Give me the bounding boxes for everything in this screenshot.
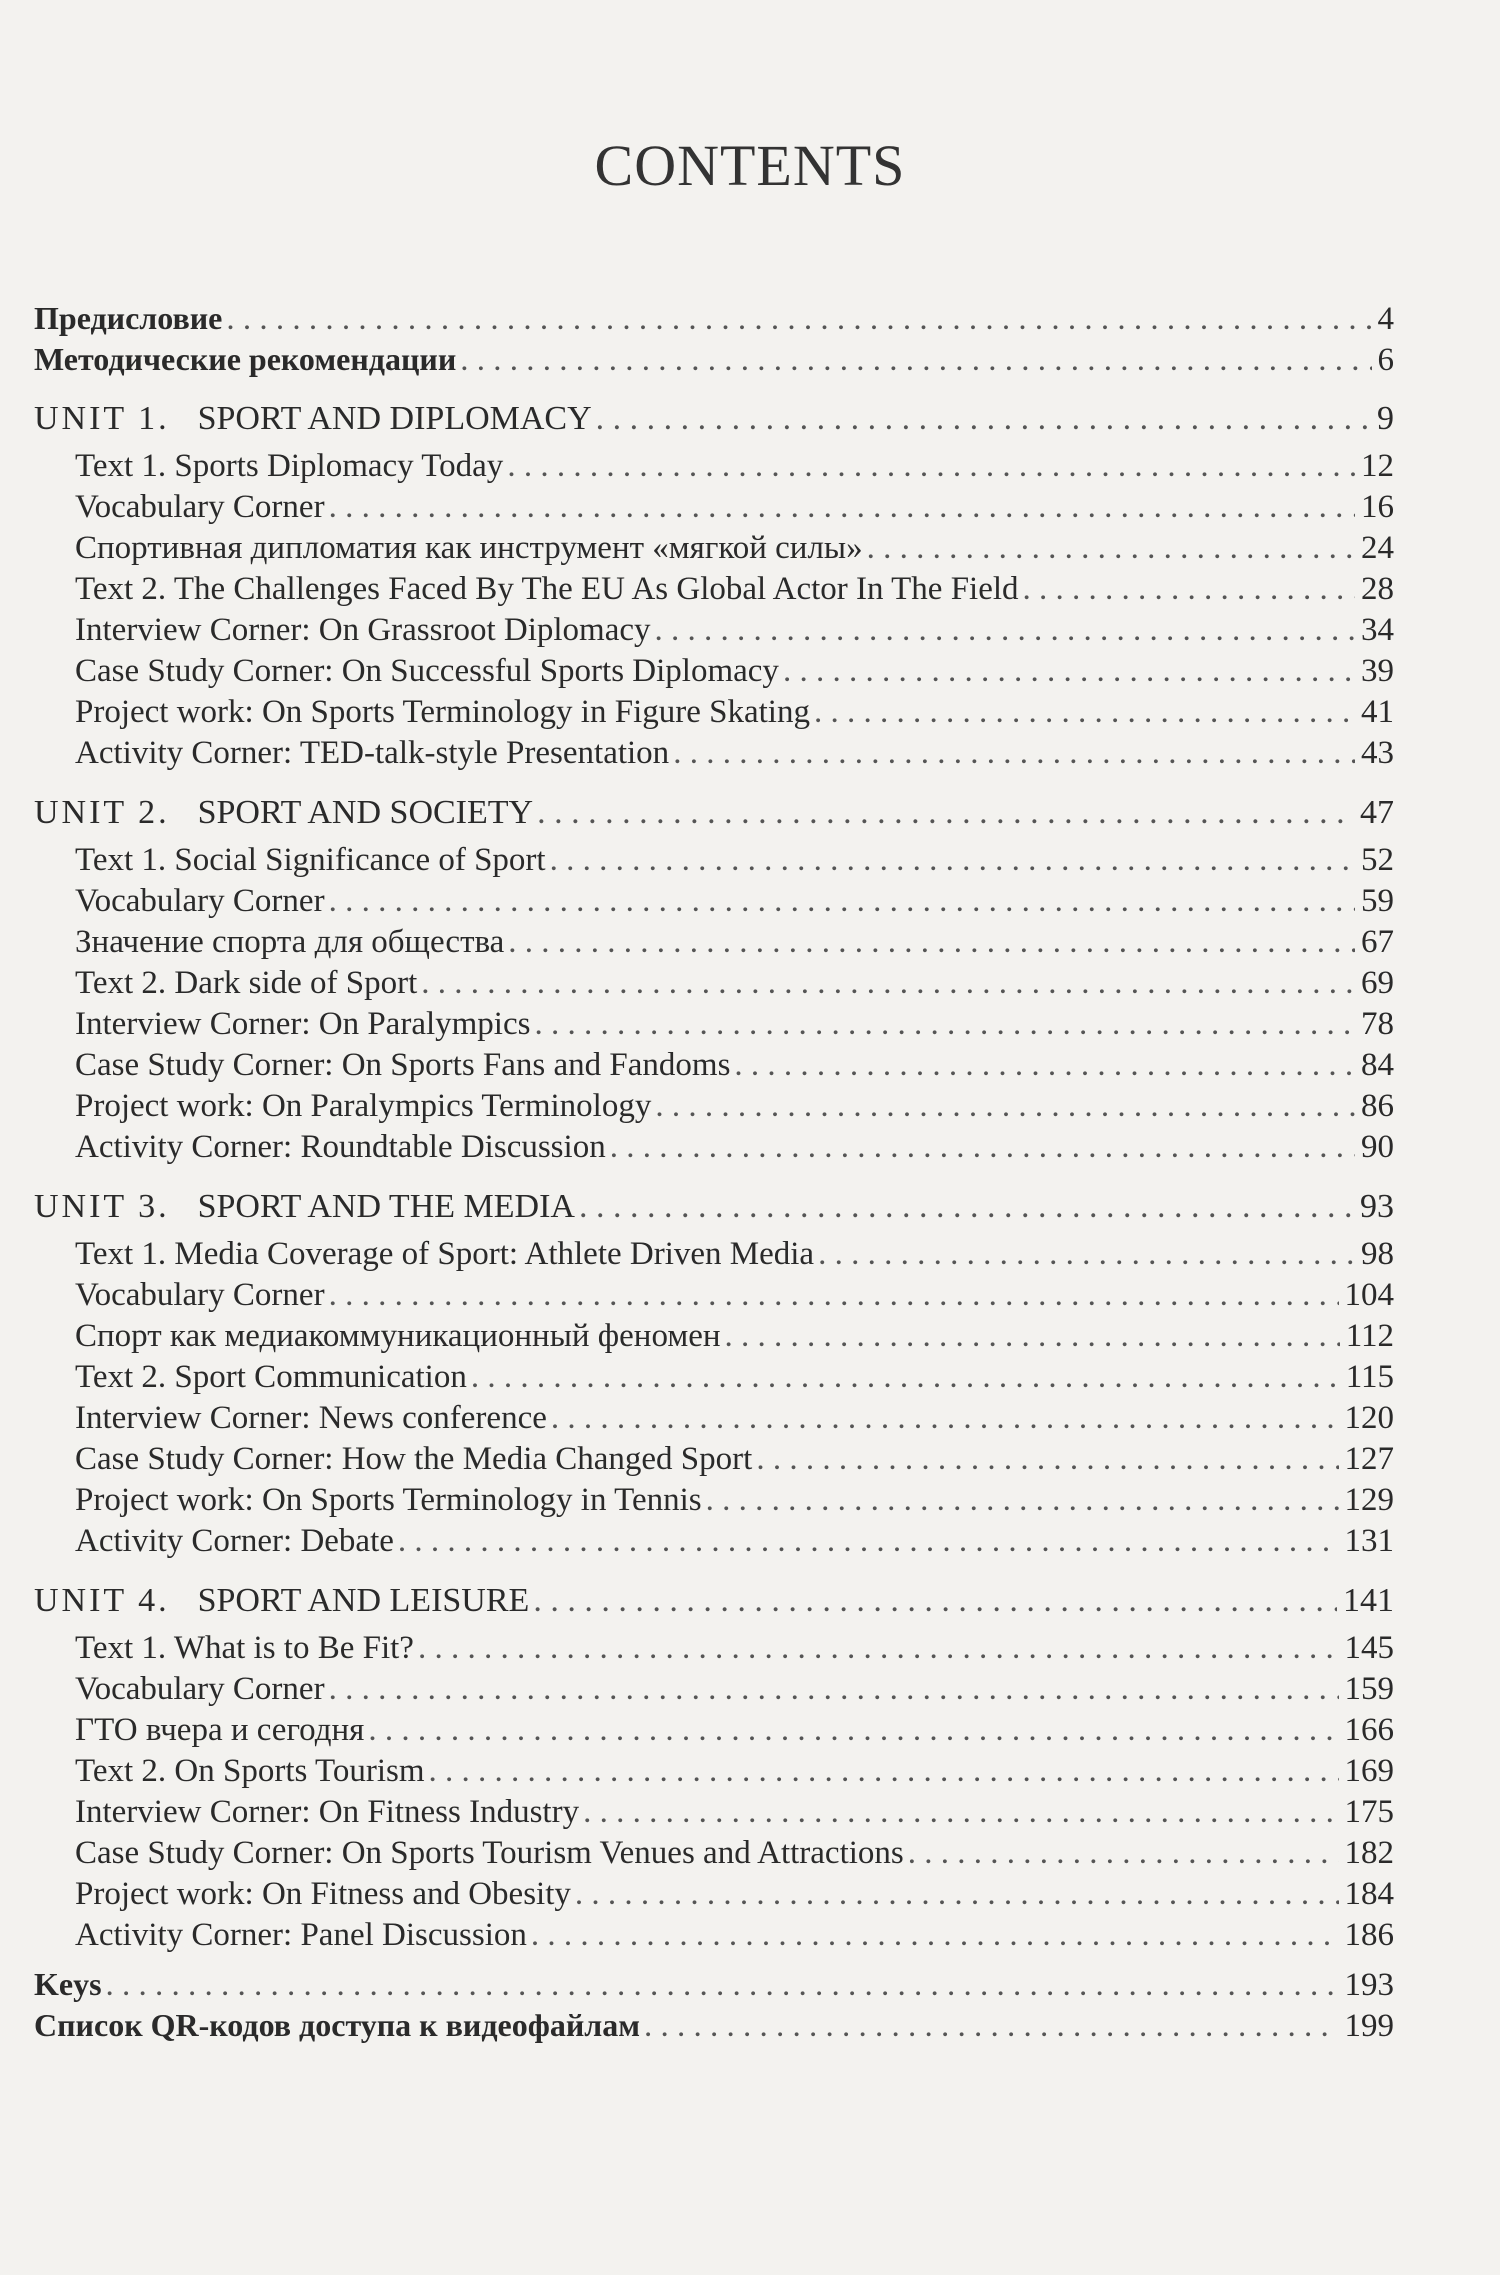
toc-page-number: 98 <box>1361 1236 1394 1272</box>
dot-leader <box>429 1751 1339 1792</box>
toc-entry-label: Activity Corner: Panel Discussion <box>75 1917 527 1953</box>
toc-page-number: 52 <box>1361 842 1394 878</box>
toc-entry <box>34 1439 1394 1480</box>
dot-leader <box>226 299 1371 340</box>
toc-entry <box>34 528 1394 569</box>
dot-leader <box>508 922 1355 963</box>
dot-leader <box>706 1480 1339 1521</box>
toc-entry-label: Text 2. Dark side of Sport <box>75 965 418 1001</box>
toc-page-number: 39 <box>1361 653 1394 689</box>
unit-heading <box>34 1186 1394 1227</box>
toc-entry <box>34 1915 1394 1956</box>
toc-entry-label: Project work: On Sports Terminology in Figure Skating <box>75 694 810 730</box>
dot-leader <box>814 692 1355 733</box>
toc-entry-label: Activity Corner: Roundtable Discussion <box>75 1129 606 1165</box>
dot-leader <box>734 1045 1355 1086</box>
dot-leader <box>550 840 1355 881</box>
toc-entry-keys <box>34 1964 1394 2005</box>
unit-heading <box>34 792 1394 833</box>
toc-page-number: 43 <box>1361 735 1394 771</box>
dot-leader <box>418 1628 1339 1669</box>
toc-entry <box>34 1669 1394 1710</box>
toc-entry-label: Project work: On Fitness and Obesity <box>75 1876 571 1912</box>
units-list <box>34 398 1394 1956</box>
toc-entry-label: Activity Corner: Debate <box>75 1523 394 1559</box>
toc-entry <box>34 1004 1394 1045</box>
unit-heading-label <box>34 792 533 833</box>
toc-page-number: 115 <box>1345 1359 1394 1395</box>
unit-heading-label <box>34 398 592 439</box>
toc-page-number: 86 <box>1361 1088 1394 1124</box>
dot-leader <box>329 1669 1339 1710</box>
toc-page-number: 169 <box>1344 1753 1394 1789</box>
dot-leader <box>537 792 1354 833</box>
dot-leader <box>583 1792 1338 1833</box>
unit-number: UNIT 3. <box>34 1188 170 1225</box>
toc-entry <box>34 1086 1394 1127</box>
toc-entry-label: Спортивная дипломатия как инструмент «мягкой силы» <box>75 530 863 566</box>
toc-entry-label: Методические рекомендации <box>34 341 457 377</box>
toc-page-number: 84 <box>1361 1047 1394 1083</box>
toc-entry-label: Text 1. Social Significance of Sport <box>75 842 546 878</box>
unit-number: UNIT 2. <box>34 794 170 831</box>
toc-page-number: 175 <box>1344 1794 1394 1830</box>
toc-entry-label: Case Study Corner: On Sports Fans and Fandoms <box>75 1047 731 1083</box>
toc-page-number: 16 <box>1361 489 1394 525</box>
toc-entry <box>34 487 1394 528</box>
toc-entry-label: Interview Corner: News conference <box>75 1400 547 1436</box>
toc-entry-label: Interview Corner: On Fitness Industry <box>75 1794 580 1830</box>
toc-entry <box>34 1521 1394 1562</box>
toc-page-number: 34 <box>1361 612 1394 648</box>
dot-leader <box>460 340 1371 381</box>
toc-entry-label: Case Study Corner: How the Media Changed Sport <box>75 1441 753 1477</box>
toc-entry <box>34 840 1394 881</box>
unit-heading-label <box>34 1580 529 1621</box>
toc-entry-qr-list <box>34 2005 1394 2046</box>
toc-entry-label: Project work: On Sports Terminology in Tennis <box>75 1482 702 1518</box>
unit-number: UNIT 1. <box>34 400 170 437</box>
toc-entry-label: Interview Corner: On Paralympics <box>75 1006 531 1042</box>
toc-entry <box>34 651 1394 692</box>
toc-entry-label: Vocabulary Corner <box>75 883 325 919</box>
dot-leader <box>655 1086 1355 1127</box>
dot-leader <box>644 2006 1338 2047</box>
toc-entry <box>34 733 1394 774</box>
toc-entry <box>34 963 1394 1004</box>
toc-entry-label: Значение спорта для общества <box>75 924 505 960</box>
dot-leader <box>421 963 1355 1004</box>
toc-page-number: 193 <box>1344 1967 1394 2003</box>
toc-page-number: 104 <box>1344 1277 1394 1313</box>
toc-entry <box>34 1833 1394 1874</box>
dot-leader <box>398 1521 1339 1562</box>
toc-entry-label: Text 2. Sport Communication <box>75 1359 467 1395</box>
table-of-contents <box>34 298 1394 2046</box>
toc-entry-label: Text 2. On Sports Tourism <box>75 1753 425 1789</box>
dot-leader <box>655 610 1355 651</box>
toc-entry <box>34 1751 1394 1792</box>
toc-page-number: 59 <box>1361 883 1394 919</box>
dot-leader <box>756 1439 1338 1480</box>
toc-entry-label: Text 1. Sports Diplomacy Today <box>75 448 504 484</box>
toc-page-number: 127 <box>1344 1441 1394 1477</box>
toc-page-number: 182 <box>1344 1835 1394 1871</box>
toc-entry-label: Text 1. What is to Be Fit? <box>75 1630 414 1666</box>
toc-page-number: 67 <box>1361 924 1394 960</box>
toc-page-number: 145 <box>1344 1630 1394 1666</box>
toc-page-number: 28 <box>1361 571 1394 607</box>
toc-entry-label: Спорт как медиакоммуникационный феномен <box>75 1318 721 1354</box>
toc-page-number: 186 <box>1344 1917 1394 1953</box>
toc-entry-label: Keys <box>34 1966 102 2002</box>
toc-page-number: 131 <box>1344 1523 1394 1559</box>
toc-entry-label: Vocabulary Corner <box>75 1671 325 1707</box>
toc-entry <box>34 692 1394 733</box>
toc-page-number: 90 <box>1361 1129 1394 1165</box>
toc-entry-label: Case Study Corner: On Sports Tourism Venues and Attractions <box>75 1835 904 1871</box>
dot-leader <box>329 1275 1339 1316</box>
toc-page-number: 24 <box>1361 530 1394 566</box>
dot-leader <box>867 528 1355 569</box>
toc-entry-label: Vocabulary Corner <box>75 1277 325 1313</box>
toc-entry <box>34 1628 1394 1669</box>
toc-page-number: 4 <box>1377 301 1394 337</box>
dot-leader <box>531 1915 1339 1956</box>
toc-entry <box>34 1792 1394 1833</box>
dot-leader <box>596 398 1371 439</box>
toc-page-number: 112 <box>1345 1318 1394 1354</box>
unit-title: SPORT AND LEISURE <box>197 1582 530 1619</box>
unit-title: SPORT AND DIPLOMACY <box>197 400 592 437</box>
dot-leader <box>818 1234 1355 1275</box>
toc-page-number: 141 <box>1343 1582 1394 1619</box>
toc-page-number: 41 <box>1361 694 1394 730</box>
dot-leader <box>368 1710 1338 1751</box>
unit-title: SPORT AND SOCIETY <box>197 794 534 831</box>
toc-entry <box>34 446 1394 487</box>
unit-title: SPORT AND THE MEDIA <box>197 1188 575 1225</box>
page-title: CONTENTS <box>594 133 906 198</box>
toc-page-number: 120 <box>1344 1400 1394 1436</box>
dot-leader <box>534 1004 1355 1045</box>
toc-entry-label: ГТО вчера и сегодня <box>75 1712 365 1748</box>
toc-page-number: 78 <box>1361 1006 1394 1042</box>
dot-leader <box>551 1398 1339 1439</box>
toc-entry-label: Text 1. Media Coverage of Sport: Athlete Driven Media <box>75 1236 815 1272</box>
dot-leader <box>533 1580 1337 1621</box>
toc-entry-label: Vocabulary Corner <box>75 489 325 525</box>
toc-entry-label: Interview Corner: On Grassroot Diplomacy <box>75 612 651 648</box>
toc-entry-guidelines <box>34 339 1394 380</box>
toc-entry-label: Text 2. The Challenges Faced By The EU As Global Actor In The Field <box>75 571 1019 607</box>
toc-entry-label: Activity Corner: TED-talk-style Presentation <box>75 735 670 771</box>
toc-entry <box>34 922 1394 963</box>
dot-leader <box>575 1874 1339 1915</box>
toc-entry <box>34 610 1394 651</box>
toc-page-number: 9 <box>1377 400 1394 437</box>
toc-page-number: 166 <box>1344 1712 1394 1748</box>
toc-entry-label: Project work: On Paralympics Terminology <box>75 1088 652 1124</box>
dot-leader <box>106 1965 1339 2006</box>
dot-leader <box>610 1127 1355 1168</box>
unit-heading <box>34 398 1394 439</box>
unit-heading-label <box>34 1186 575 1227</box>
dot-leader <box>783 651 1355 692</box>
dot-leader <box>908 1833 1339 1874</box>
toc-page-number: 159 <box>1344 1671 1394 1707</box>
toc-entry-label: Список QR-кодов доступа к видеофайлам <box>34 2007 641 2043</box>
dot-leader <box>1023 569 1355 610</box>
toc-entry <box>34 1234 1394 1275</box>
toc-page-number: 93 <box>1360 1188 1394 1225</box>
toc-entry <box>34 1316 1394 1357</box>
toc-entry <box>34 1357 1394 1398</box>
toc-page-number: 69 <box>1361 965 1394 1001</box>
dot-leader <box>725 1316 1340 1357</box>
toc-entry <box>34 1275 1394 1316</box>
toc-entry-preface <box>34 298 1394 339</box>
dot-leader <box>507 446 1355 487</box>
toc-page-number: 6 <box>1377 342 1394 378</box>
toc-entry <box>34 881 1394 922</box>
toc-page-number: 12 <box>1361 448 1394 484</box>
toc-entry <box>34 1874 1394 1915</box>
dot-leader <box>673 733 1355 774</box>
toc-entry <box>34 1398 1394 1439</box>
toc-entry <box>34 569 1394 610</box>
toc-entry-label: Case Study Corner: On Successful Sports Diplomacy <box>75 653 779 689</box>
toc-entry <box>34 1480 1394 1521</box>
toc-page-number: 129 <box>1344 1482 1394 1518</box>
toc-page-number: 184 <box>1344 1876 1394 1912</box>
toc-entry-label: Предисловие <box>34 300 223 336</box>
unit-number: UNIT 4. <box>34 1582 170 1619</box>
toc-entry <box>34 1127 1394 1168</box>
dot-leader <box>471 1357 1340 1398</box>
toc-page-number: 47 <box>1360 794 1394 831</box>
dot-leader <box>329 881 1355 922</box>
toc-entry <box>34 1045 1394 1086</box>
toc-page-number: 199 <box>1344 2008 1394 2044</box>
dot-leader <box>329 487 1355 528</box>
unit-heading <box>34 1580 1394 1621</box>
dot-leader <box>579 1186 1354 1227</box>
toc-entry <box>34 1710 1394 1751</box>
